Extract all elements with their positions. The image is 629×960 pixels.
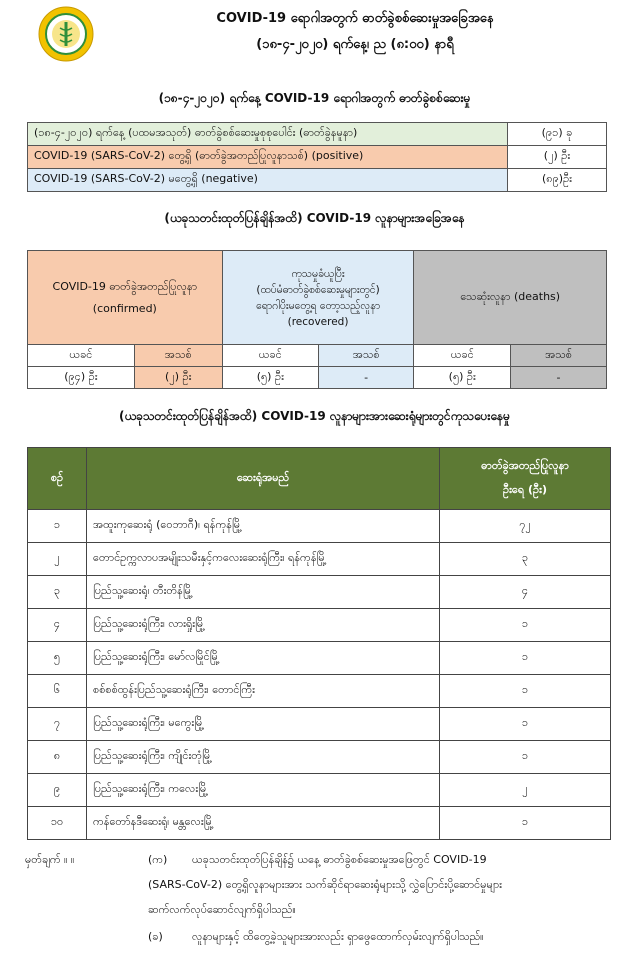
deaths-old-label: ယခင် (414, 345, 511, 367)
row-hospital-name: ပြည်သူ့ဆေးရုံကြီး၊ မော်လမြိုင်မြို့ (87, 642, 440, 675)
note-a-line1: ယခုသတင်းထုတ်ပြန်ချိန်၌ ယနေ့ ဓာတ်ခွဲစစ်ဆေးမှုအဖြေတွင် COVID-19 (192, 853, 487, 866)
tests-total-label: (၁၈-၄-၂၀၂၀) ရက်နေ့ (ပထမအသုတ်) ဓာတ်ခွဲစစ်ဆေးမှုစုစုပေါင်း (ဓာတ်ခွဲနမူနာ) (28, 123, 508, 146)
tests-section-title: (၁၈-၄-၂၀၂၀) ရက်နေ့ COVID-19 ရောဂါအတွက် ဓာတ်ခွဲစစ်ဆေးမှု (158, 91, 471, 105)
table-row (28, 543, 611, 576)
row-no: ၆ (28, 675, 87, 708)
deaths-old-value: (၅) ဦး (414, 367, 511, 389)
tests-negative-value: (၈၉)ဦး (508, 169, 607, 192)
row-no: ၅ (28, 642, 87, 675)
status-section-title: (ယခုသတင်းထုတ်ပြန်ချိန်အထိ) COVID-19 လူနာများအခြေအနေ (164, 211, 465, 225)
table-row (28, 642, 611, 675)
row-count: ၃ (440, 543, 611, 576)
note-a-line2: (SARS-CoV-2) တွေ့ရှိလူနာများအား သက်ဆိုင်ရာဆေးရုံများသို့ လွှဲပြောင်းပို့ဆောင်မှုများ (148, 878, 502, 891)
hospitals-section-title: (ယခုသတင်းထုတ်ပြန်ချိန်အထိ) COVID-19 လူနာများအားဆေးရုံများတွင်ကုသပေးနေမှု (119, 409, 510, 423)
row-hospital-name: ပြည်သူ့ဆေးရုံကြီး၊ မကွေးမြို့ (87, 708, 440, 741)
confirmed-old-label: ယခင် (28, 345, 135, 367)
recovered-old-value: (၅) ဦး (222, 367, 318, 389)
table-row (28, 675, 611, 708)
row-count: ၁ (440, 708, 611, 741)
tests-total-value: (၉၁) ခု (508, 123, 607, 146)
note-b-line1: လူနာများနှင့် ထိတွေ့ခဲ့သူများအားလည်း ရှာဖွေထောက်လှမ်းလျက်ရှိပါသည်။ (192, 930, 484, 943)
recovered-line1: ကုသမှုခံယူပြီး (291, 267, 345, 280)
tests-positive-label: COVID-19 (SARS-CoV-2) တွေ့ရှိ (ဓာတ်ခွဲအတည်ပြုလူနာသစ်) (positive) (28, 146, 508, 169)
row-no: ၃ (28, 576, 87, 609)
recovered-sub: (recovered) (287, 315, 349, 328)
document-date: (၁၈-၄-၂၀၂၀) ရက်နေ့၊ ည (၈:၀၀) နာရီ (256, 37, 454, 52)
row-hospital-name: အထူးကုဆေးရုံ (ဝေဘာဂီ)၊ ရန်ကုန်မြို့ (87, 510, 440, 543)
confirmed-old-value: (၉၄) ဦး (28, 367, 135, 389)
note-a-marker: (က) (148, 853, 168, 866)
table-row (28, 741, 611, 774)
hospitals-table-body (28, 510, 611, 840)
table-row (28, 774, 611, 807)
col-count-line2: ဦးရေ (ဦး) (503, 482, 547, 496)
deaths-label: သေဆုံးလူနာ (deaths) (460, 289, 561, 303)
row-count: ၄ (440, 576, 611, 609)
ministry-logo-icon (38, 6, 94, 62)
tests-negative-label: COVID-19 (SARS-CoV-2) မတွေ့ရှိ (negative) (28, 169, 508, 192)
confirmed-sub: (confirmed) (92, 302, 157, 315)
document-header (0, 0, 629, 78)
confirmed-header (28, 251, 223, 345)
row-no: ၉ (28, 774, 87, 807)
deaths-header (414, 251, 607, 345)
row-hospital-name: ပြည်သူ့ဆေးရုံ၊ တီးတိန်မြို့ (87, 576, 440, 609)
table-row (28, 510, 611, 543)
row-no: ၂ (28, 543, 87, 576)
row-count: ၁ (440, 642, 611, 675)
patient-status-table (27, 250, 607, 389)
hospitals-table (27, 447, 611, 840)
recovered-old-label: ယခင် (222, 345, 318, 367)
deaths-new-value: - (511, 367, 607, 389)
row-hospital-name: စစ်စစ်ထွန်းပြည်သူ့ဆေးရုံကြီး၊ တောင်ကြီး (87, 675, 440, 708)
tests-row-negative (28, 169, 607, 192)
row-count: ၂ (440, 774, 611, 807)
confirmed-label: COVID-19 ဓာတ်ခွဲအတည်ပြုလူနာ (52, 280, 198, 293)
recovered-header (222, 251, 414, 345)
row-hospital-name: ပြည်သူ့ဆေးရုံကြီး၊ လားရှိုးမြို့ (87, 609, 440, 642)
recovered-new-value: - (318, 367, 414, 389)
row-hospital-name: ပြည်သူ့ဆေးရုံကြီး၊ ကလေးမြို့ (87, 774, 440, 807)
col-count-header (440, 448, 611, 510)
recovered-new-label: အသစ် (318, 345, 414, 367)
col-no-header: စဉ် (28, 448, 87, 510)
row-no: ၁၀ (28, 807, 87, 840)
row-no: ၄ (28, 609, 87, 642)
deaths-new-label: အသစ် (511, 345, 607, 367)
table-row (28, 807, 611, 840)
confirmed-new-value: (၂) ဦး (134, 367, 222, 389)
tests-summary-table (27, 122, 607, 192)
row-hospital-name: တောင်ဥက္ကလာပအမျိုးသမီးနှင့်ကလေးဆေးရုံကြီး၊ ရန်ကုန်မြို့ (87, 543, 440, 576)
row-count: ၁ (440, 609, 611, 642)
recovered-line2: (ထပ်မံဓာတ်ခွဲစစ်ဆေးမှုများတွင်) (256, 283, 380, 296)
row-hospital-name: ကန်တော်နဒီဆေးရုံ၊ မန္တလေးမြို့ (87, 807, 440, 840)
table-row (28, 576, 611, 609)
recovered-line3: ရောဂါပိုးမတွေ့ရ တော့သည့်လူနာ (256, 299, 381, 312)
document-title: COVID-19 ရောဂါအတွက် ဓာတ်ခွဲစစ်ဆေးမှုအခြေအနေ (216, 11, 494, 26)
confirmed-new-label: အသစ် (134, 345, 222, 367)
note-b-marker: (ခ) (148, 930, 163, 943)
col-count-line1: ဓာတ်ခွဲအတည်ပြုလူနာ (481, 458, 569, 472)
row-no: ၁ (28, 510, 87, 543)
row-no: ၈ (28, 741, 87, 774)
note-a-line3: ဆက်လက်လုပ်ဆောင်လျက်ရှိပါသည်။ (148, 903, 296, 916)
tests-row-total (28, 123, 607, 146)
row-hospital-name: ပြည်သူ့ဆေးရုံကြီး၊ ကျိုင်းတုံမြို့ (87, 741, 440, 774)
row-count: ၁ (440, 741, 611, 774)
tests-positive-value: (၂) ဦး (508, 146, 607, 169)
table-row (28, 708, 611, 741)
row-count: ၁ (440, 675, 611, 708)
row-count: ၁ (440, 807, 611, 840)
row-count: ၇၂ (440, 510, 611, 543)
tests-row-positive (28, 146, 607, 169)
row-no: ၇ (28, 708, 87, 741)
table-row (28, 609, 611, 642)
col-name-header: ဆေးရုံအမည် (87, 448, 440, 510)
notes-label: မှတ်ချက် ။ ။ (25, 853, 75, 866)
